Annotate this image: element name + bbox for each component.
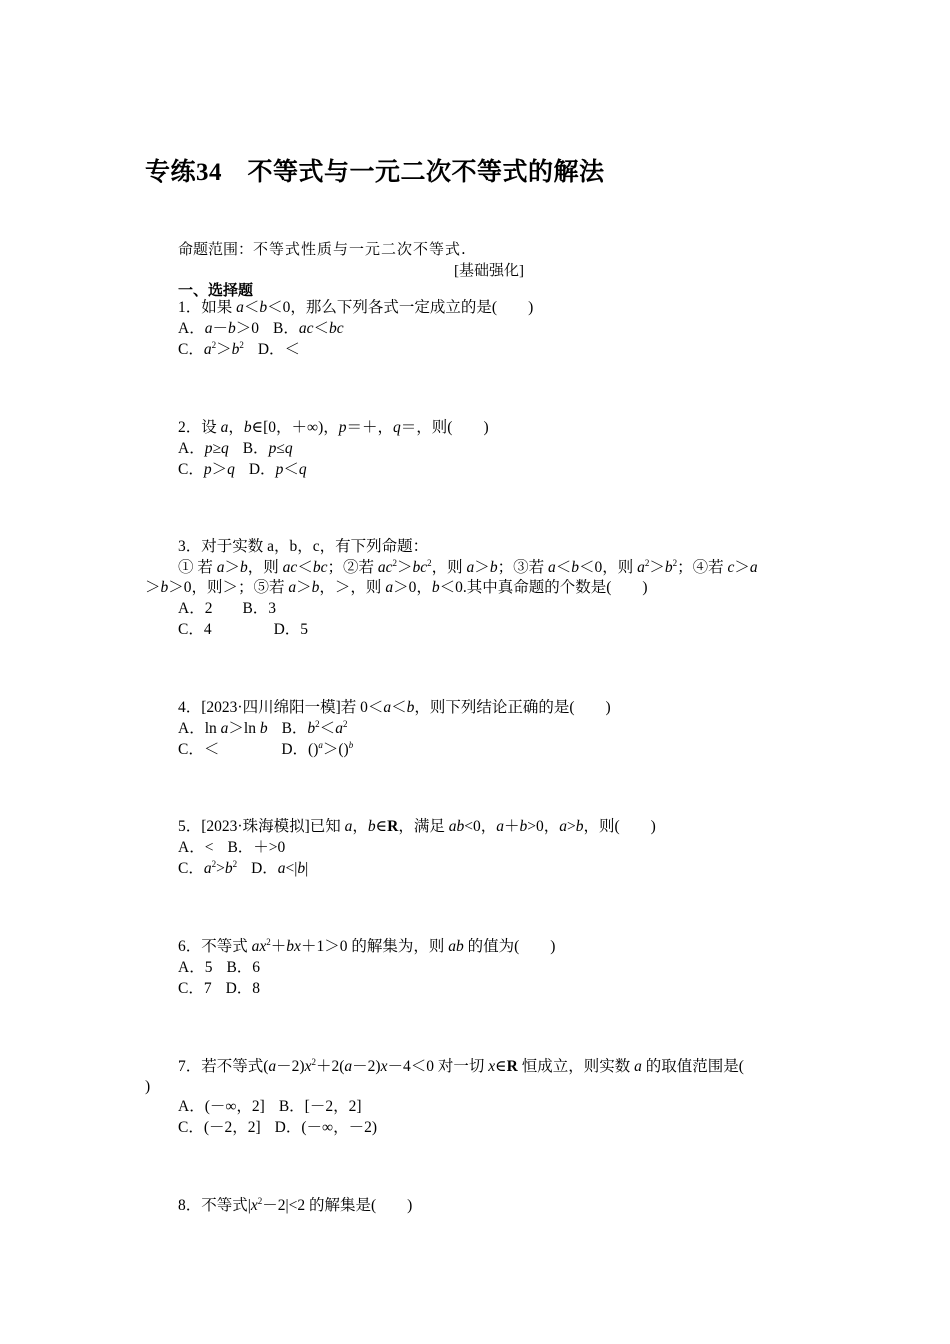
q3-option-c: C．4 [178,621,212,638]
q2-options-cd: C．p＞q D．p＜q [178,461,307,478]
q3-options-cd [178,620,308,640]
q1-options-ab: A．a－b＞0 B．ac＜bc [178,320,344,337]
q6-stem: 6．不等式 $ax^2+bx+1>0$ 的解集为，则 ab 的值为( ) [178,937,556,955]
topic-scope-value: 不等式性质与一元二次不等式. [253,240,467,258]
q5-options-ab: A．< B．＋>0 [178,839,286,856]
q5-options-cd: C．$a^2>b^2$ D．a<|b| [178,859,309,877]
q7-options-ab [178,1097,362,1117]
q7-options-cd [178,1118,377,1138]
q7-option-b: B．[－2，2] [278,1098,362,1115]
q3-option-a: A．2 [178,600,213,617]
level-tag: [基础强化] [454,263,524,279]
q3-option-b: B．3 [242,600,277,617]
q7-stem: 7．若不等式$(a-2)x^2+2(a-2)x-4<0$ 对一切 x∈R 恒成立，则实数 a 的取值范围是( [178,1057,744,1075]
q1-stem: 1．如果 a＜b＜0，那么下列各式一定成立的是( ) [178,299,534,316]
q7-option-c: C．(－2，2] [178,1119,261,1136]
q4-stem: 4．[2023·四川绵阳一模]若 0＜a＜b，则下列结论正确的是( ) [178,699,611,716]
q6-option-b: B．6 [226,959,261,976]
q3-propositions-line2: ＞b＞0，则＞；⑤若 a＞b，＞，则 a＞0，b＜0.其中真命题的个数是( ) [145,579,648,596]
q4-options-ab: A．ln a＞ln b B．$b^2<a^2$ [178,719,348,737]
q6-options-ab [178,958,260,978]
q7-option-a: A．(－∞，2] [178,1098,265,1115]
page-title: 专练34 不等式与一元二次不等式的解法 [145,159,605,186]
q3-option-d: D．5 [273,621,309,638]
q4-options-cd: C．＜ D．()$^a$＞()$^b$ [178,740,354,758]
q6-option-c: C．7 [178,980,212,997]
q6-options-cd [178,979,260,999]
topic-scope [178,238,467,259]
q7-option-d: D．(－∞，－2) [274,1119,377,1136]
q7-stem-continued: ) [145,1078,151,1095]
q2-options-ab: A．p≥q B．p≤q [178,440,293,457]
q3-propositions-line1: ① 若 a＞b，则 ac＜bc；②若 $ac^2>bc^2$，则 a＞b；③若 a＜b＜0，则 $a^2>b^2$；④若 c＞a [178,558,758,576]
q2-stem: 2．设 a，b∈[0，＋∞)，p＝＋，q＝，则( ) [178,419,489,436]
topic-scope-label: 命题范围： [178,240,254,258]
q6-option-d: D．8 [225,980,261,997]
q6-option-a: A．5 [178,959,213,976]
q1-options-cd: C．$a^2>b^2$ D．＜ [178,340,301,358]
q3-options-ab [178,599,276,619]
q8-stem: 8．不等式$|x^2-2|<2$ 的解集是( ) [178,1196,413,1214]
section-heading: 一、选择题 [178,281,254,299]
q5-stem: 5．[2023·珠海模拟]已知 a，b∈R，满足 ab<0，a＋b>0，a>b，则( ) [178,818,656,835]
q3-stem: 3．对于实数 a，b，c，有下列命题： [178,538,429,555]
